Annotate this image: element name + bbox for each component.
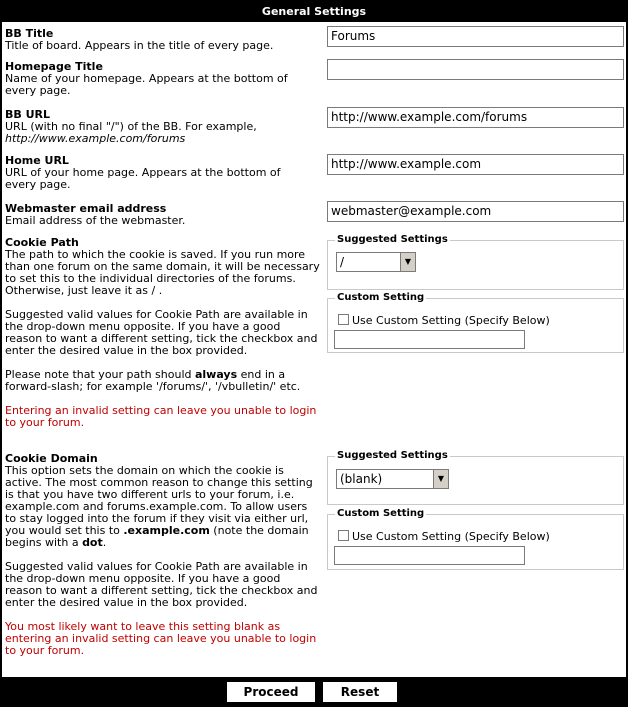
bb-title-input[interactable]: Forums xyxy=(327,26,624,47)
dropdown-arrow-icon[interactable]: ▼ xyxy=(400,253,415,271)
cookie-path-custom-box xyxy=(327,292,624,353)
homepage-title-row xyxy=(5,60,305,97)
home-url-row xyxy=(5,154,305,191)
cookie-path-suggested-legend: Suggested Settings xyxy=(337,234,448,245)
cookie-domain-custom-checkbox-label: Use Custom Setting (Specify Below) xyxy=(352,530,550,543)
cookie-domain-description: This option sets the domain on which the cookie is active. The most common reason to change this setting is that you have two different urls to your forum, i.e. example.com and forums.example.com. To allow users to stay logged into the forum if they visit via either url, you would set this to .example.com (note the domain begins with a dot. xyxy=(5,464,313,549)
dropdown-arrow-icon[interactable]: ▼ xyxy=(433,470,448,488)
bb-title-description: Title of board. Appears in the title of every page. xyxy=(5,39,274,52)
cookie-path-warning: Entering an invalid setting can leave you unable to login to your forum. xyxy=(5,404,317,429)
webmaster-email-description: Email address of the webmaster. xyxy=(5,214,186,227)
cookie-domain-warning: You most likely want to leave this setting blank as entering an invalid setting can leave you unable to login to your forum. xyxy=(5,620,317,657)
bb-title-row xyxy=(5,27,321,52)
cookie-domain-suggested-legend: Suggested Settings xyxy=(337,450,448,461)
bb-title-label: BB Title xyxy=(5,27,54,40)
section-header: General Settings xyxy=(2,2,626,22)
cookie-path-select[interactable] xyxy=(336,252,416,272)
cookie-domain-custom-checkbox[interactable] xyxy=(338,530,349,541)
webmaster-email-row xyxy=(5,202,321,227)
home-url-description: URL of your home page. Appears at the bottom of every page. xyxy=(5,166,281,191)
cookie-path-suggested-box xyxy=(327,234,624,290)
cookie-path-custom-checkbox-row[interactable] xyxy=(338,314,550,327)
cookie-path-row xyxy=(5,236,321,429)
cookie-path-label: Cookie Path xyxy=(5,236,79,249)
cookie-domain-select[interactable] xyxy=(336,469,449,489)
reset-button[interactable]: Reset xyxy=(322,681,398,703)
cookie-path-custom-legend: Custom Setting xyxy=(337,292,425,303)
cookie-domain-custom-checkbox-row[interactable] xyxy=(338,530,550,543)
home-url-label: Home URL xyxy=(5,154,69,167)
settings-panel xyxy=(2,22,626,677)
bb-url-label: BB URL xyxy=(5,108,51,121)
cookie-path-custom-input[interactable] xyxy=(334,330,525,349)
cookie-domain-custom-box xyxy=(327,508,624,570)
cookie-path-custom-checkbox[interactable] xyxy=(338,314,349,325)
webmaster-email-input[interactable]: webmaster@example.com xyxy=(327,201,624,222)
bb-url-input[interactable]: http://www.example.com/forums xyxy=(327,107,624,128)
cookie-path-slash-note: Please note that your path should always end in a forward-slash; for example '/forums/', '/vbulletin/' etc. xyxy=(5,368,301,393)
cookie-domain-suggested-box xyxy=(327,450,624,505)
cookie-domain-custom-legend: Custom Setting xyxy=(337,508,425,519)
cookie-domain-suggested-note: Suggested valid values for Cookie Path are available in the drop-down menu opposite. If you have a good reason to want a different setting, tick the checkbox and enter the desired value in the box provided. xyxy=(5,560,318,609)
cookie-domain-custom-input[interactable] xyxy=(334,546,525,565)
cookie-path-custom-checkbox-label: Use Custom Setting (Specify Below) xyxy=(352,314,550,327)
bb-url-example: http://www.example.com/forums xyxy=(5,132,186,145)
cookie-path-suggested-note: Suggested valid values for Cookie Path are available in the drop-down menu opposite. If you have a good reason to want a different setting, tick the checkbox and enter the desired value in the box provided. xyxy=(5,308,318,357)
home-url-input[interactable]: http://www.example.com xyxy=(327,154,624,175)
webmaster-email-label: Webmaster email address xyxy=(5,202,167,215)
cookie-domain-row xyxy=(5,452,321,657)
cookie-domain-label: Cookie Domain xyxy=(5,452,98,465)
homepage-title-label: Homepage Title xyxy=(5,60,103,73)
bb-url-description: URL (with no final "/") of the BB. For example, xyxy=(5,120,257,133)
homepage-title-input[interactable] xyxy=(327,59,624,80)
cookie-path-description: The path to which the cookie is saved. If you run more than one forum on the same domain, it will be necessary to set this to the individual directories of the forums. Otherwise, just leave it as / . xyxy=(5,248,320,297)
homepage-title-description: Name of your homepage. Appears at the bottom of every page. xyxy=(5,72,288,97)
cookie-domain-select-value: (blank) xyxy=(340,472,383,486)
cookie-path-select-value: / xyxy=(340,255,345,269)
proceed-button[interactable]: Proceed xyxy=(226,681,316,703)
bb-url-row xyxy=(5,108,305,145)
